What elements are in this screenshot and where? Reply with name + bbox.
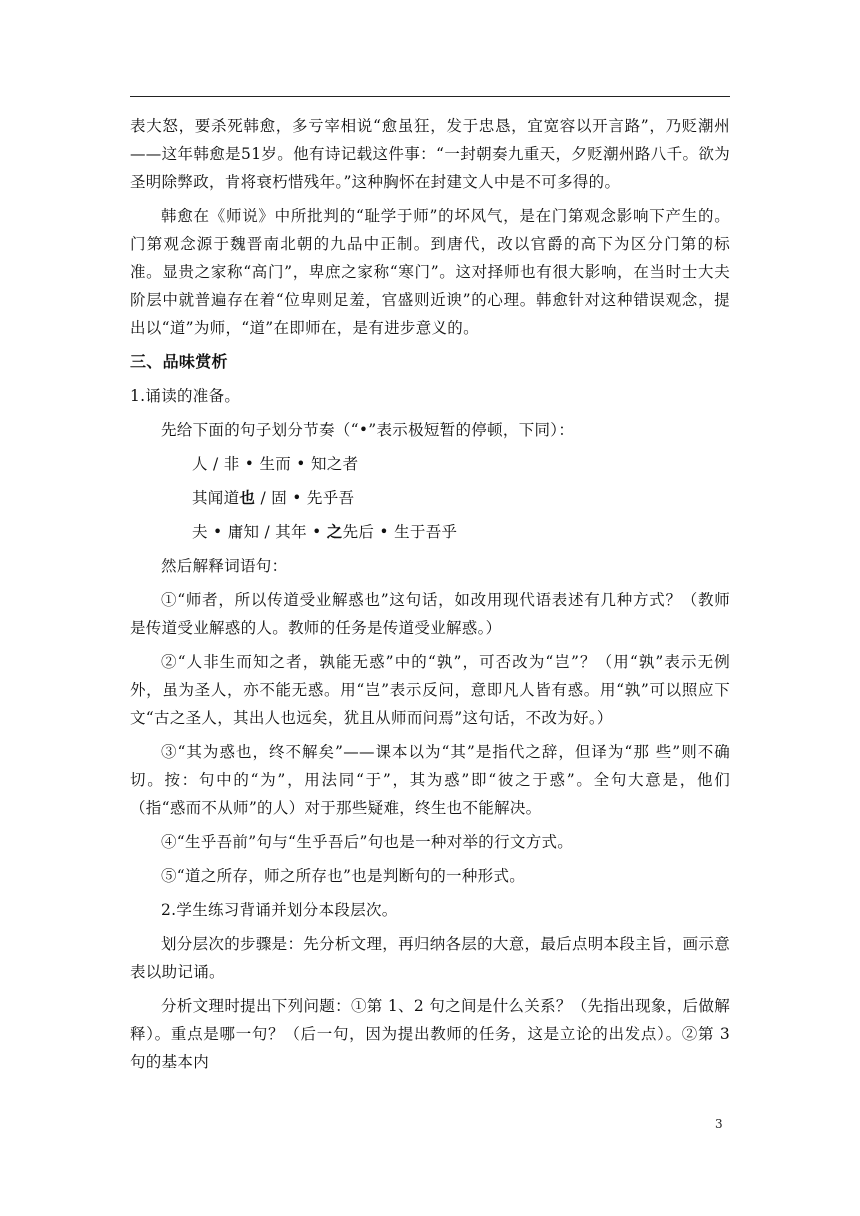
explain-intro: 然后解释词语句： (161, 557, 288, 575)
page-content (130, 112, 730, 1082)
rhythm-line-3-emphasis: 之 (326, 522, 343, 541)
explanation-2: ②“人非生而知之者，孰能无惑”中的“孰”，可否改为“岂”？（用“孰”表示无例外，虽为圣人，亦不能无惑。用“岂”表示反问，意即凡人皆有惑。用“孰”可以照应下文“古之圣人，其出人也远矣，犹且从师而问焉”这句话，不改为好。） (130, 653, 730, 727)
explanation-3: ③“其为惑也，终不解矣”——课本以为“其”是指代之辞，但译为“那 些”则不确切。按：句中的“为”，用法同“于”，其为惑”即“彼之于惑”。全句大意是，他们（指“惑而不从师”的人）对于那些疑难，终生也不能解决。 (130, 743, 730, 817)
rhythm-line-2-part-a: 其闻道 (192, 489, 240, 507)
explanation-1: ①“师者，所以传道受业解惑也”这句话，如改用现代语表述有几种方式？（教师是传道受业解惑的人。教师的任务是传道受业解惑。） (130, 591, 730, 637)
rhythm-line-3-part-a: 夫 • 庸知 / 其年 • (192, 523, 327, 541)
header-rule (130, 96, 730, 97)
section-heading: 三、品味赏析 (130, 352, 228, 371)
paragraph-han-yu-exile: 表大怒，要杀死韩愈，多亏宰相说“愈虽狂，发于忠恳，宜宽容以开言路”，乃贬潮州——这年韩愈是51岁。他有诗记载这件事：“一封朝奏九重天，夕贬潮州路八千。欲为圣明除弊政，肯将衰朽惜残年。”这种胸怀在封建文人中是不可多得的。 (130, 117, 730, 191)
explanation-5: ⑤“道之所存，师之所存也”也是判断句的一种形式。 (161, 867, 526, 885)
page-number: 3 (715, 1117, 723, 1131)
item-1-title: 1.诵读的准备。 (130, 387, 241, 405)
rhythm-intro: 先给下面的句子划分节奏（“•”表示极短暂的停顿，下同）： (161, 421, 575, 439)
rhythm-line-1: 人 / 非 • 生而 • 知之者 (192, 455, 359, 473)
rhythm-line-2 (130, 484, 730, 512)
explanation-4: ④“生乎吾前”句与“生乎吾后”句也是一种对举的行文方式。 (161, 833, 574, 851)
layering-steps: 划分层次的步骤是：先分析文理，再归纳各层的大意，最后点明本段主旨，画示意表以助记诵。 (130, 935, 730, 981)
rhythm-line-3 (130, 518, 730, 546)
rhythm-line-3-part-b: 先后 • 生于吾乎 (342, 523, 458, 541)
rhythm-line-2-part-b: / 固 • 先乎吾 (255, 489, 355, 507)
item-2-title: 2.学生练习背诵并划分本段层次。 (161, 901, 398, 919)
paragraph-family-status: 韩愈在《师说》中所批判的“耻学于师”的坏风气，是在门第观念影响下产生的。门第观念源于魏晋南北朝的九品中正制。到唐代，改以官爵的高下为区分门第的标准。显贵之家称“高门”，卑庶之家称“寒门”。这对择师也有很大影响，在当时士大夫阶层中就普遍存在着“位卑则足羞，官盛则近谀”的心理。韩愈针对这种错误观念，提出以“道”为师，“道”在即师在，是有进步意义的。 (130, 207, 730, 337)
analysis-questions: 分析文理时提出下列问题：①第 1、2 句之间是什么关系？（先指出现象，后做解释）。重点是哪一句？（后一句，因为提出教师的任务，这是立论的出发点）。②第 3 句的基本内 (130, 997, 730, 1071)
rhythm-line-2-emphasis: 也 (239, 488, 256, 507)
